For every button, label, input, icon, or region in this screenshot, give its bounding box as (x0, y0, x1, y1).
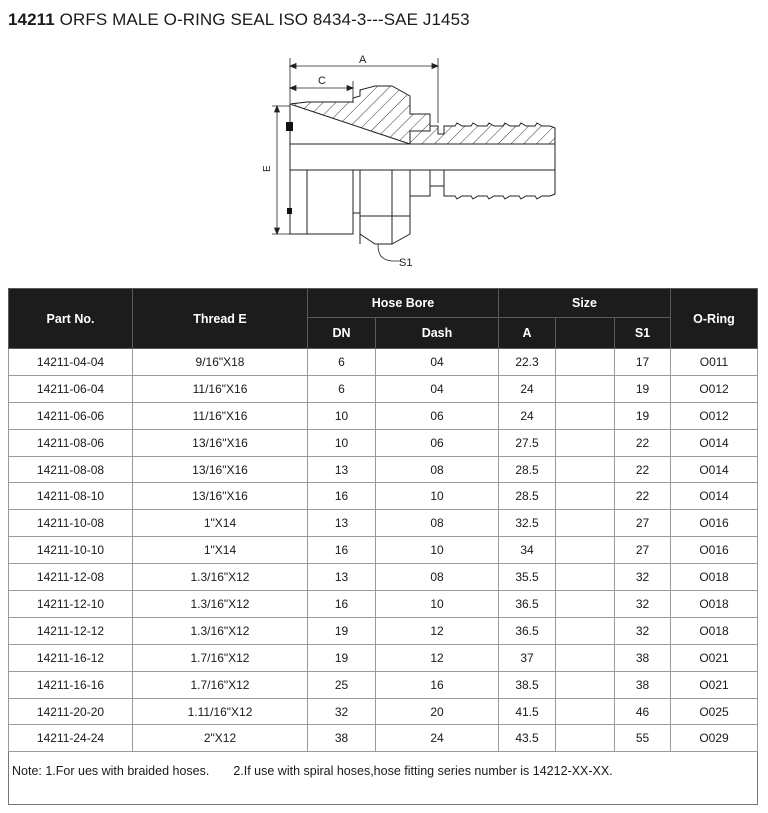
page-title (8, 10, 470, 30)
cell-dash: 04 (376, 375, 499, 402)
cell-blank (556, 698, 615, 725)
cell-a: 28.5 (499, 456, 556, 483)
cell-thread: 1"X14 (133, 510, 308, 537)
cell-thread: 11/16"X16 (133, 375, 308, 402)
title-code: 14211 (8, 10, 55, 29)
dim-c-label: C (318, 75, 326, 87)
header-oring: O-Ring (671, 289, 758, 349)
cell-part: 14211-12-12 (9, 617, 133, 644)
cell-oring: O018 (671, 564, 758, 591)
table-row (9, 644, 758, 671)
cell-blank (556, 537, 615, 564)
cell-a: 36.5 (499, 617, 556, 644)
cell-a: 34 (499, 537, 556, 564)
cell-oring: O012 (671, 375, 758, 402)
table-row (9, 617, 758, 644)
cell-blank (556, 671, 615, 698)
cell-a: 37 (499, 644, 556, 671)
cell-blank (556, 483, 615, 510)
cell-dn: 19 (308, 617, 376, 644)
spec-table (8, 288, 758, 805)
cell-oring: O018 (671, 591, 758, 618)
cell-a: 35.5 (499, 564, 556, 591)
header-dash: Dash (376, 318, 499, 349)
table-row (9, 375, 758, 402)
cell-oring: O011 (671, 349, 758, 376)
cell-part: 14211-04-04 (9, 349, 133, 376)
cell-blank (556, 402, 615, 429)
dim-s1-leader (378, 244, 400, 261)
cell-part: 14211-16-16 (9, 671, 133, 698)
cell-dash: 20 (376, 698, 499, 725)
cell-dash: 08 (376, 510, 499, 537)
cell-oring: O014 (671, 429, 758, 456)
cell-s1: 27 (615, 537, 671, 564)
header-size: Size (499, 289, 671, 318)
cell-thread: 1.3/16"X12 (133, 591, 308, 618)
cell-a: 22.3 (499, 349, 556, 376)
cell-dash: 16 (376, 671, 499, 698)
cell-dash: 10 (376, 537, 499, 564)
cell-blank (556, 510, 615, 537)
header-s1: S1 (615, 318, 671, 349)
cell-dash: 04 (376, 349, 499, 376)
cell-dash: 12 (376, 644, 499, 671)
cell-dash: 06 (376, 429, 499, 456)
cell-part: 14211-06-06 (9, 402, 133, 429)
table-row (9, 456, 758, 483)
table-row (9, 725, 758, 752)
cell-oring: O016 (671, 537, 758, 564)
cell-dn: 16 (308, 483, 376, 510)
cell-dn: 25 (308, 671, 376, 698)
cell-thread: 13/16"X16 (133, 429, 308, 456)
cell-a: 24 (499, 402, 556, 429)
cell-oring: O014 (671, 456, 758, 483)
cell-dn: 19 (308, 644, 376, 671)
cell-a: 36.5 (499, 591, 556, 618)
cell-thread: 1.3/16"X12 (133, 617, 308, 644)
cell-dn: 16 (308, 537, 376, 564)
cell-part: 14211-20-20 (9, 698, 133, 725)
cell-thread: 1"X14 (133, 537, 308, 564)
cell-dash: 10 (376, 591, 499, 618)
cell-part: 14211-16-12 (9, 644, 133, 671)
cell-a: 28.5 (499, 483, 556, 510)
cell-dn: 10 (308, 429, 376, 456)
cell-a: 27.5 (499, 429, 556, 456)
note-row (9, 752, 758, 805)
cell-blank (556, 429, 615, 456)
cell-s1: 46 (615, 698, 671, 725)
cell-dash: 24 (376, 725, 499, 752)
cell-part: 14211-24-24 (9, 725, 133, 752)
cell-blank (556, 349, 615, 376)
oring-marker-top (286, 122, 293, 131)
cell-thread: 9/16"X18 (133, 349, 308, 376)
fitting-diagram (250, 48, 620, 278)
cell-oring: O014 (671, 483, 758, 510)
cell-dash: 12 (376, 617, 499, 644)
cell-part: 14211-12-08 (9, 564, 133, 591)
cell-thread: 13/16"X16 (133, 456, 308, 483)
header-part-no: Part No. (9, 289, 133, 349)
cell-oring: O025 (671, 698, 758, 725)
cell-s1: 32 (615, 564, 671, 591)
cell-part: 14211-08-06 (9, 429, 133, 456)
cell-s1: 38 (615, 671, 671, 698)
dim-e-label: E (262, 165, 273, 172)
table-row (9, 591, 758, 618)
cell-thread: 1.3/16"X12 (133, 564, 308, 591)
cell-thread: 2"X12 (133, 725, 308, 752)
table-row (9, 510, 758, 537)
cell-part: 14211-06-04 (9, 375, 133, 402)
cell-a: 43.5 (499, 725, 556, 752)
cell-dn: 6 (308, 375, 376, 402)
dim-a-label: A (359, 54, 367, 66)
cell-dn: 13 (308, 564, 376, 591)
table-row (9, 429, 758, 456)
cell-dash: 10 (376, 483, 499, 510)
table-row (9, 483, 758, 510)
note-text-2: 2.If use with spiral hoses,hose fitting series number is 14212-XX-XX. (233, 764, 613, 779)
cell-dn: 13 (308, 456, 376, 483)
cell-s1: 55 (615, 725, 671, 752)
cell-thread: 1.7/16"X12 (133, 644, 308, 671)
cell-oring: O012 (671, 402, 758, 429)
header-blank (556, 318, 615, 349)
cell-thread: 11/16"X16 (133, 402, 308, 429)
header-hose-bore: Hose Bore (308, 289, 499, 318)
header-a: A (499, 318, 556, 349)
cell-s1: 32 (615, 591, 671, 618)
cell-oring: O029 (671, 725, 758, 752)
table-body (9, 349, 758, 805)
oring-marker-bottom (287, 208, 292, 214)
cell-a: 41.5 (499, 698, 556, 725)
cell-part: 14211-12-10 (9, 591, 133, 618)
dim-s1-label: S1 (399, 257, 413, 269)
cell-blank (556, 644, 615, 671)
fitting-body (290, 86, 555, 244)
cell-dash: 08 (376, 456, 499, 483)
cell-s1: 22 (615, 483, 671, 510)
table-row (9, 349, 758, 376)
cell-blank (556, 456, 615, 483)
cell-s1: 32 (615, 617, 671, 644)
cell-part: 14211-10-08 (9, 510, 133, 537)
cell-part: 14211-10-10 (9, 537, 133, 564)
cell-s1: 38 (615, 644, 671, 671)
cell-s1: 17 (615, 349, 671, 376)
table-row (9, 698, 758, 725)
cell-s1: 19 (615, 402, 671, 429)
cell-thread: 13/16"X16 (133, 483, 308, 510)
table-row (9, 537, 758, 564)
title-text: ORFS MALE O-RING SEAL ISO 8434-3---SAE J1453 (59, 10, 470, 29)
cell-s1: 27 (615, 510, 671, 537)
cell-blank (556, 617, 615, 644)
cell-oring: O016 (671, 510, 758, 537)
cell-blank (556, 564, 615, 591)
cell-oring: O021 (671, 644, 758, 671)
table-row (9, 402, 758, 429)
note-text-1: Note: 1.For ues with braided hoses. (12, 764, 210, 779)
cell-dn: 13 (308, 510, 376, 537)
cell-s1: 22 (615, 429, 671, 456)
cell-thread: 1.11/16"X12 (133, 698, 308, 725)
cell-s1: 19 (615, 375, 671, 402)
table-row (9, 564, 758, 591)
header-dn: DN (308, 318, 376, 349)
cell-thread: 1.7/16"X12 (133, 671, 308, 698)
note-cell (9, 752, 758, 805)
cell-dash: 08 (376, 564, 499, 591)
cell-a: 38.5 (499, 671, 556, 698)
cell-s1: 22 (615, 456, 671, 483)
cell-oring: O018 (671, 617, 758, 644)
table-row (9, 671, 758, 698)
cell-dn: 10 (308, 402, 376, 429)
cell-part: 14211-08-10 (9, 483, 133, 510)
cell-dn: 6 (308, 349, 376, 376)
cell-oring: O021 (671, 671, 758, 698)
cell-blank (556, 375, 615, 402)
header-thread: Thread E (133, 289, 308, 349)
cell-dn: 16 (308, 591, 376, 618)
cell-a: 32.5 (499, 510, 556, 537)
cell-blank (556, 591, 615, 618)
cell-dn: 38 (308, 725, 376, 752)
cell-part: 14211-08-08 (9, 456, 133, 483)
cell-blank (556, 725, 615, 752)
cell-dn: 32 (308, 698, 376, 725)
cell-a: 24 (499, 375, 556, 402)
cell-dash: 06 (376, 402, 499, 429)
